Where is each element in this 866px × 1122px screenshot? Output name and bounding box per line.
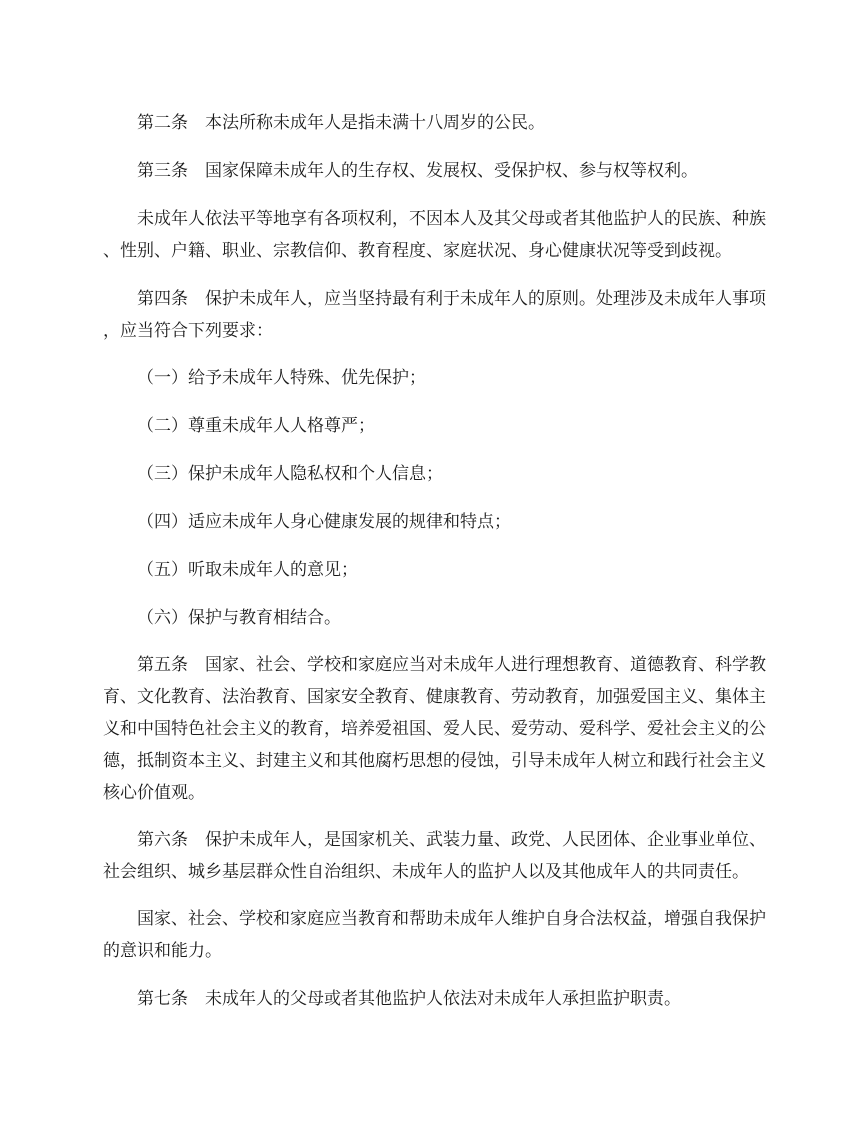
- text-line: （六）保护与教育相结合。: [137, 608, 341, 628]
- text-line: 核心价值观。: [103, 783, 205, 803]
- text-line: 第五条 国家、社会、学校和家庭应当对未成年人进行理想教育、道德教育、科学教: [137, 655, 766, 675]
- article-4-paragraph: [103, 283, 767, 347]
- text-line: 社会组织、城乡基层群众性自治组织、未成年人的监护人以及其他成年人的共同责任。: [103, 862, 749, 882]
- text-line: 育、文化教育、法治教育、国家安全教育、健康教育、劳动教育，加强爱国主义、集体主: [103, 687, 766, 707]
- self-protection-paragraph: [103, 903, 767, 967]
- requirement-item-2: [103, 410, 767, 442]
- text-line: 国家、社会、学校和家庭应当教育和帮助未成年人维护自身合法权益，增强自我保护: [137, 909, 766, 929]
- text-line: （四）适应未成年人身心健康发展的规律和特点；: [137, 512, 511, 532]
- text-line: ，应当符合下列要求：: [103, 321, 273, 341]
- article-2-paragraph: [103, 107, 767, 139]
- text-line: 义和中国特色社会主义的教育，培养爱祖国、爱人民、爱劳动、爱科学、爱社会主义的公: [103, 719, 766, 739]
- text-line: 的意识和能力。: [103, 941, 222, 961]
- text-line: 第七条 未成年人的父母或者其他监护人依法对未成年人承担监护职责。: [137, 989, 681, 1009]
- equal-rights-paragraph: [103, 203, 767, 267]
- text-line: （二）尊重未成年人人格尊严；: [137, 416, 375, 436]
- requirement-item-3: [103, 458, 767, 490]
- text-line: （三）保护未成年人隐私权和个人信息；: [137, 464, 443, 484]
- text-line: 第六条 保护未成年人，是国家机关、武装力量、政党、人民团体、企业事业单位、: [137, 830, 766, 850]
- text-line: 第二条 本法所称未成年人是指未满十八周岁的公民。: [137, 113, 545, 133]
- requirement-item-4: [103, 506, 767, 538]
- requirement-item-6: [103, 602, 767, 634]
- text-line: 德，抵制资本主义、封建主义和其他腐朽思想的侵蚀，引导未成年人树立和践行社会主义: [103, 751, 766, 771]
- text-line: 未成年人依法平等地享有各项权利，不因本人及其父母或者其他监护人的民族、种族: [137, 209, 766, 229]
- requirement-item-1: [103, 362, 767, 394]
- text-line: 第三条 国家保障未成年人的生存权、发展权、受保护权、参与权等权利。: [137, 161, 698, 181]
- article-3-paragraph: [103, 155, 767, 187]
- article-5-paragraph: [103, 649, 767, 809]
- text-line: （五）听取未成年人的意见；: [137, 560, 358, 580]
- text-line: 第四条 保护未成年人，应当坚持最有利于未成年人的原则。处理涉及未成年人事项: [137, 289, 766, 309]
- text-line: 、性别、户籍、职业、宗教信仰、教育程度、家庭状况、身心健康状况等受到歧视。: [103, 241, 732, 261]
- text-line: （一）给予未成年人特殊、优先保护；: [137, 368, 426, 388]
- article-7-paragraph: [103, 983, 767, 1015]
- requirement-item-5: [103, 554, 767, 586]
- article-6-paragraph: [103, 824, 767, 888]
